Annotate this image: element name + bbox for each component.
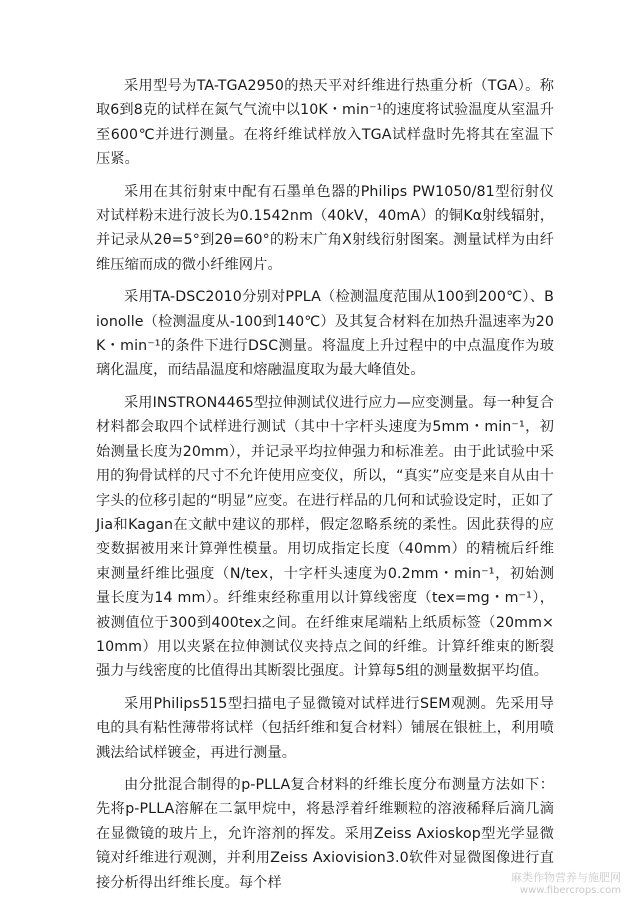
document-body xyxy=(96,74,554,903)
watermark xyxy=(511,871,621,897)
paragraph-dsc: 采用TA-DSC2010分别对PPLA（检测温度范围从100到200℃）、Bionolle（检测温度从-100到140℃）及其复合材料在加热升温速率为20K・min⁻¹的条件下进行DSC测量。将温度上升过程中的中点温度作为玻璃化温度，而结晶温度和熔融温度取为最大峰值处。 xyxy=(96,289,554,379)
paragraph-fiber-length: 由分批混合制得的p-PLLA复合材料的纤维长度分布测量方法如下：先将p-PLLA溶解在二氯甲烷中，将悬浮着纤维颗粒的溶液稀释后滴几滴在显微镜的玻片上，允许溶剂的挥发。采用Zeiss Axioskop型光学显微镜对纤维进行观测，并利用Zeiss Axiovision3.0软件对显微图像进行直接分析得出纤维长度。每个样 xyxy=(96,776,554,891)
watermark-url: www.fibercrops.com xyxy=(519,885,621,896)
paragraph-tensile: 采用INSTRON4465型拉伸测试仪进行应力—应变测量。每一种复合材料都会取四个试样进行测试（其中十字杆头速度为5mm・min⁻¹，初始测量长度为20mm），并记录平均拉伸强力和标准差。由于此试验中采用的狗骨试样的尺寸不允许使用应变仪，所以，“真实”应变是来自从由十字头的位移引起的“明显”应变。在进行样品的几何和试验设定时，正如了Jia和Kagan在文献中建议的那样，假定忽略系统的柔性。因此获得的应变数据被用来计算弹性模量。用切成指定长度（40mm）的精梳后纤维束测量纤维比强度（N/tex，十字杆头速度为0.2mm・min⁻¹，初始测量长度为14 mm）。纤维束经称重用以计算线密度（tex=mg・m⁻¹），被测值位于300到400tex之间。在纤维束尾端粘上纸质标签（20mm×10mm）用以夹紧在拉伸测试仪夹持点之间的纤维。计算纤维束的断裂强力与线密度的比值得出其断裂比强度。计算每5组的测量数据平均值。 xyxy=(96,394,554,680)
watermark-site-name: 麻类作物营养与施肥网 xyxy=(511,871,621,884)
paragraph-sem: 采用Philips515型扫描电子显微镜对试样进行SEM观测。先采用导电的具有粘性薄带将试样（包括纤维和复合材料）铺展在银桩上，利用喷溅法给试样镀金，再进行测量。 xyxy=(96,695,554,761)
paragraph-xrd: 采用在其衍射束中配有石墨单色器的Philips PW1050/81型衍射仪对试样粉末进行波长为0.1542nm（40kV，40mA）的铜Kα射线辐射，并记录从2θ=5°到2θ=60°的粉末广角X射线衍射图案。测量试样为由纤维压缩而成的微小纤维网片。 xyxy=(96,183,554,273)
paragraph-tga: 采用型号为TA-TGA2950的热天平对纤维进行热重分析（TGA）。称取6到8克的试样在氮气气流中以10K・min⁻¹的速度将试验温度从室温升至600℃并进行测量。在将纤维试样放入TGA试样盘时先将其在室温下压紧。 xyxy=(96,78,554,168)
